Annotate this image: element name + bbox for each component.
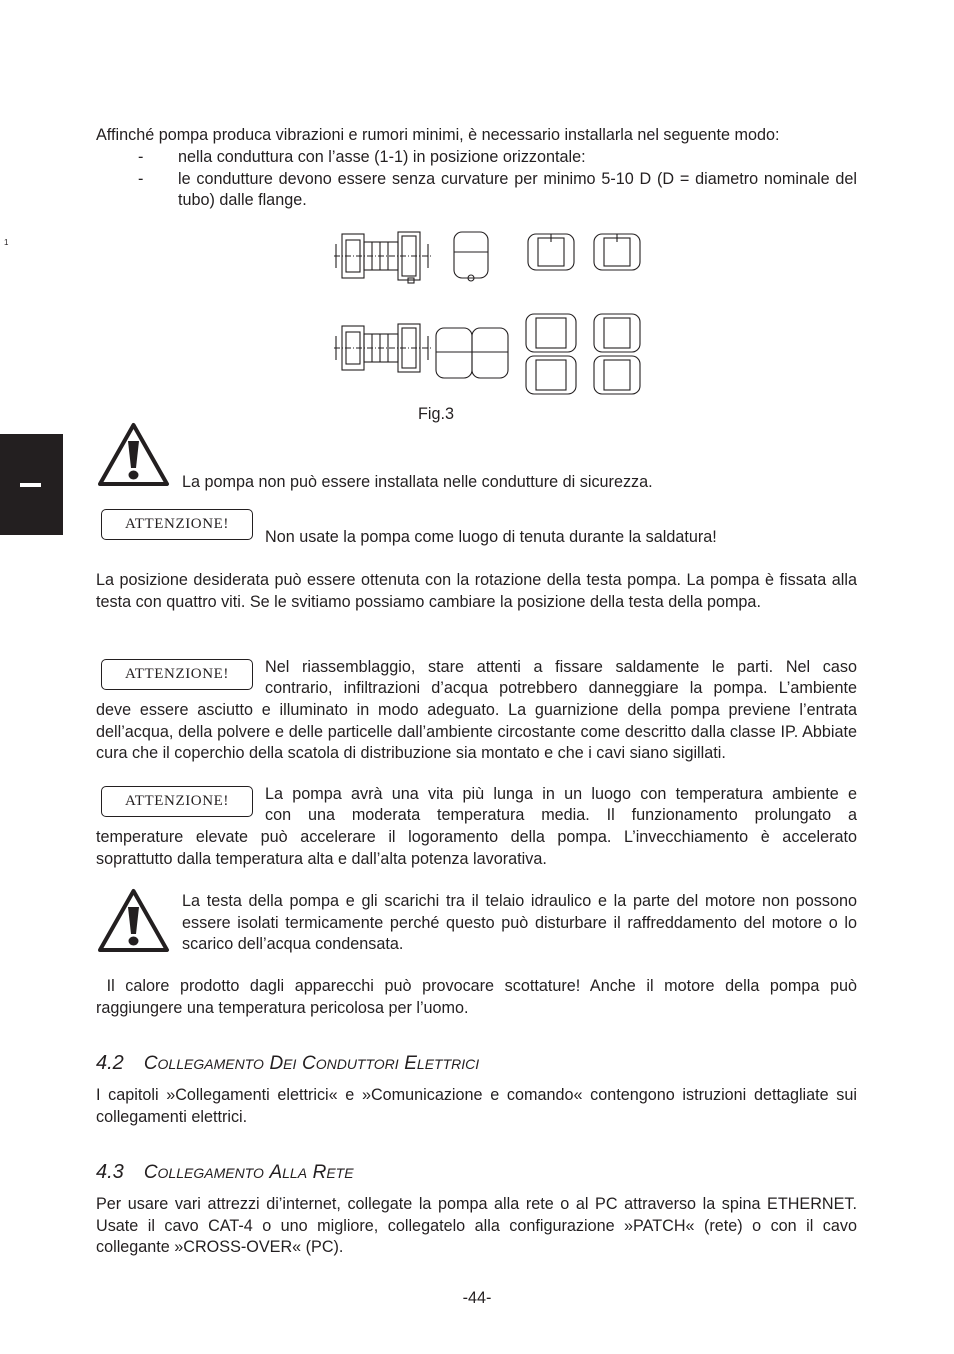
- pump-head-rotated-icon: [528, 234, 574, 270]
- page-number: -44-: [462, 1289, 492, 1307]
- warning-triangle-icon: [97, 888, 170, 954]
- section-heading-4-2: [96, 1052, 479, 1075]
- pump-head-view-icon: [454, 232, 488, 281]
- warning-text: La testa della pompa e gli scarichi tra il telaio idraulico e la parte del motore non possono essere isolati termicamente perché questo può disturbare il raffreddamento del motore o lo scarico dell’acqua condensata.: [182, 892, 857, 954]
- section-number: 4.2: [96, 1052, 124, 1074]
- attention-badge: ATTENZIONE!: [101, 659, 253, 690]
- note-text-line: con una moderata temperatura media. Il funzionamento prolungato a: [265, 806, 857, 824]
- heading-initial: R: [312, 1162, 327, 1183]
- heading-initial: C: [143, 1053, 158, 1074]
- list-item: [96, 147, 857, 169]
- note-text-line: Nel riassemblaggio, stare attenti a fissare saldamente le parti. Nel caso: [265, 658, 857, 676]
- heading-word: LLA: [282, 1165, 308, 1181]
- list-item-text: nella conduttura con l’asse (1-1) in posizione orizzontale:: [178, 148, 586, 166]
- intro-text: Affinché pompa produca vibrazioni e rumori minimi, è necessario installarla nel seguente modo:: [96, 126, 780, 144]
- pump-side-view-icon: [334, 324, 432, 372]
- twin-pump-head-rotated-icon: [526, 314, 576, 394]
- heading-word: EI: [283, 1056, 297, 1072]
- figure-caption: Fig.3: [418, 405, 454, 423]
- heading-initial: E: [404, 1053, 417, 1074]
- warning-triangle-icon: [97, 422, 170, 488]
- twin-pump-head-icon: [436, 328, 508, 378]
- axis-label: 1: [4, 238, 9, 247]
- section-body: Per usare vari attrezzi di’internet, collegate la pompa alla rete o al PC attraverso la spina ETHERNET. Usate il cavo CAT-4 o uno migliore, collegatelo alla configurazione »PATCH« (rete) o con il cavo collegante »CROSS-OVER« (PC).: [96, 1195, 857, 1257]
- heading-initial: C: [143, 1162, 158, 1183]
- section-heading-4-3: [96, 1161, 354, 1184]
- list-dash: -: [138, 169, 144, 188]
- heading-initial: C: [301, 1053, 316, 1074]
- note-text-line: La pompa avrà una vita più lunga in un luogo con temperatura ambiente e: [265, 785, 857, 803]
- note-text: Non usate la pompa come luogo di tenuta durante la saldatura!: [265, 528, 717, 546]
- pump-side-view-icon: [334, 232, 432, 283]
- warning-text: La pompa non può essere installata nelle condutture di sicurezza.: [182, 473, 653, 491]
- pump-mounting-figure: [328, 222, 648, 400]
- list-item: [96, 169, 857, 212]
- chapter-side-tab-mark: [20, 483, 41, 487]
- install-requirements-list: [96, 147, 857, 212]
- heading-initial: A: [269, 1162, 283, 1183]
- note-text-continued: deve essere asciutto e illuminato in modo adeguato. La guarnizione della pompa previene l’entrata dell’acqua, della polvere e delle particelle dall’ambiente circostante come descritto dalla classe IP. Abbiate cura che il coperchio della scatola di distribuzione sia montato e che i cavi siano sigillati.: [96, 701, 857, 763]
- pump-head-rotated-icon: [594, 234, 640, 270]
- note-text-line: contrario, infiltrazioni d’acqua potrebbero danneggiare la pompa. L’ambiente: [265, 679, 857, 697]
- heading-word: OLLEGAMENTO: [157, 1056, 264, 1072]
- heading-word: OLLEGAMENTO: [157, 1165, 264, 1181]
- pump-position-drawings: [328, 222, 648, 400]
- section-number: 4.3: [96, 1161, 124, 1183]
- heading-word: LETTRICI: [416, 1056, 480, 1072]
- heading-initial: D: [269, 1053, 284, 1074]
- attention-badge: ATTENZIONE!: [101, 786, 253, 817]
- list-dash: -: [138, 148, 144, 166]
- list-item-text: le condutture devono essere senza curvature per minimo 5-10 D (D = diametro nominale del tubo) dalle flange.: [178, 169, 857, 210]
- note-text-continued: temperature elevate può accelerare il logoramento della pompa. L’invecchiamento è accelerato soprattutto dalla temperatura alta e dall’alta potenza lavorativa.: [96, 828, 857, 868]
- attention-badge: ATTENZIONE!: [101, 509, 253, 540]
- heading-word: ETE: [326, 1165, 354, 1181]
- twin-pump-head-rotated-icon: [594, 314, 640, 394]
- heat-paragraph: Il calore prodotto dagli apparecchi può provocare scottature! Anche il motore della pompa può raggiungere una temperatura pericolosa per l’uomo.: [96, 977, 862, 1017]
- rotation-paragraph: La posizione desiderata può essere ottenuta con la rotazione della testa pompa. La pompa è fissata alla testa con quattro viti. Se le svitiamo possiamo cambiare la posizione della testa della pompa.: [96, 571, 857, 611]
- heading-word: ONDUTTORI: [315, 1056, 399, 1072]
- section-body: I capitoli »Collegamenti elettrici« e »Comunicazione e comando« contengono istruzioni dettagliate sui collegamenti elettrici.: [96, 1086, 857, 1126]
